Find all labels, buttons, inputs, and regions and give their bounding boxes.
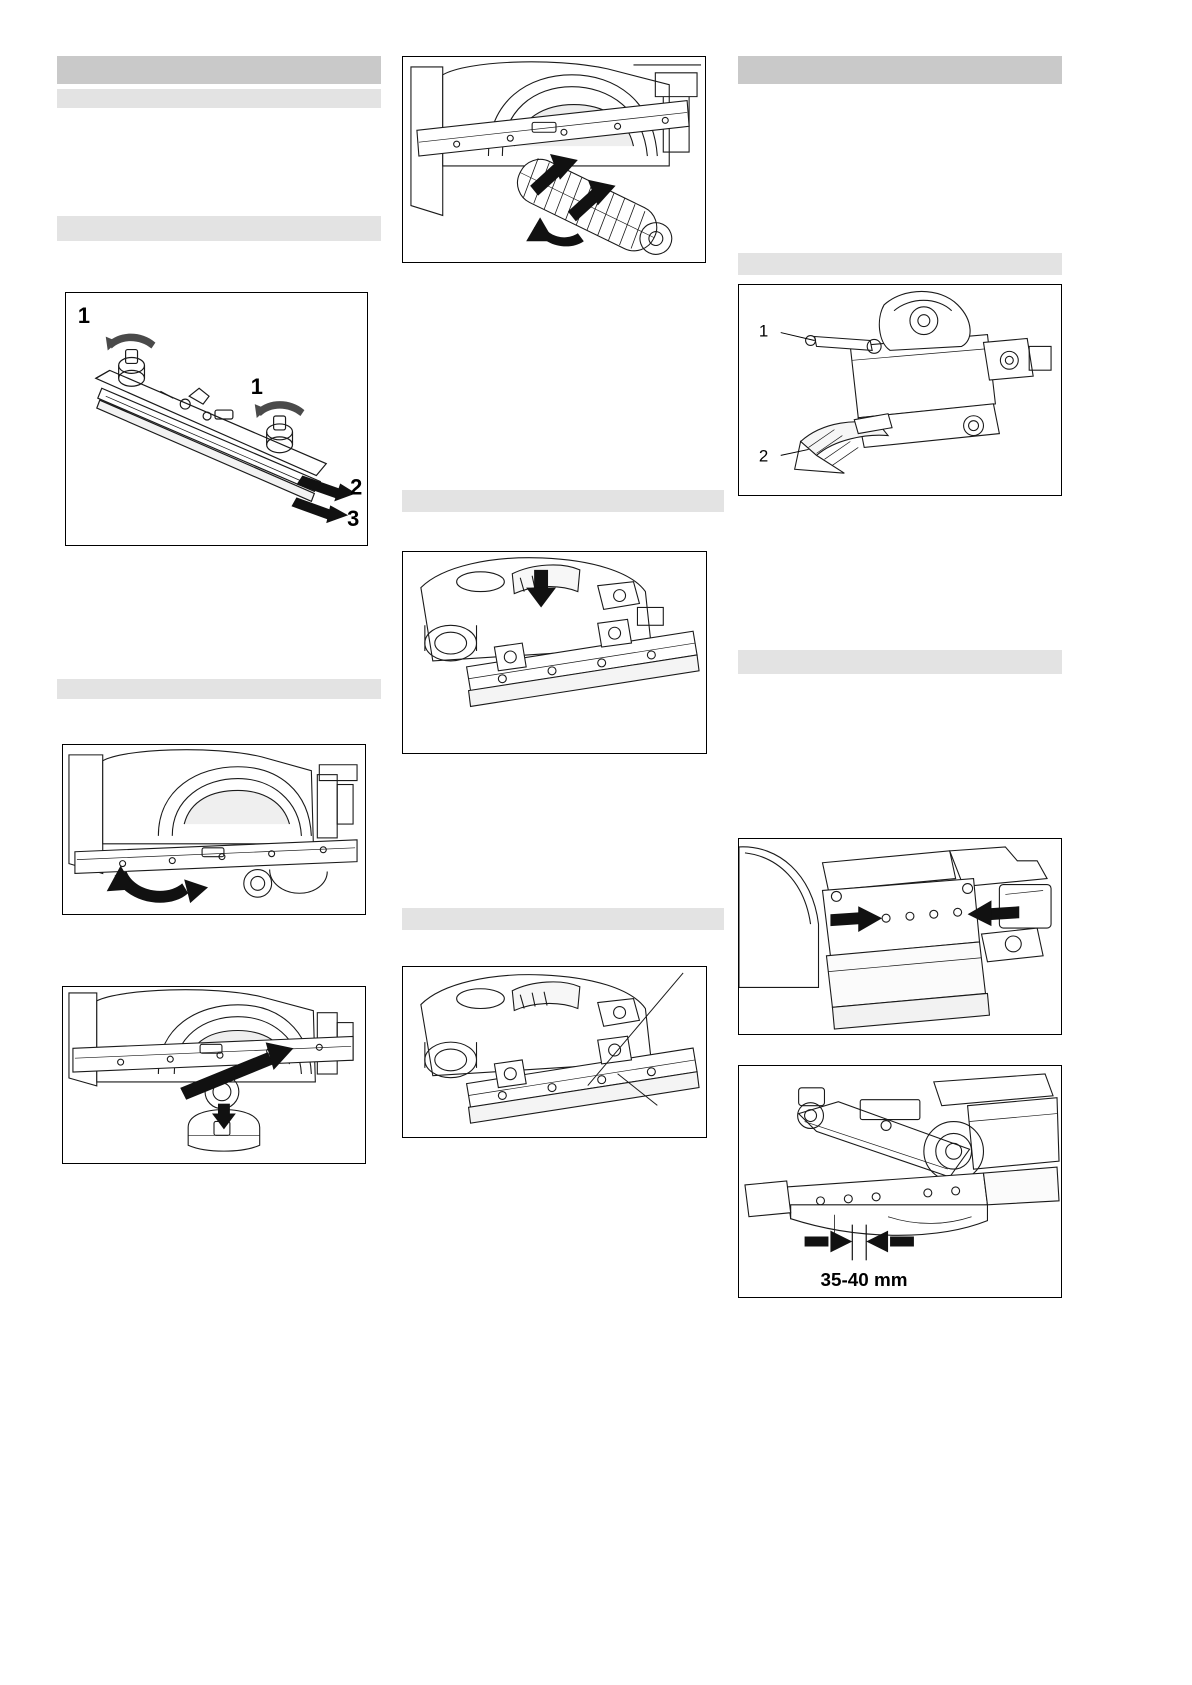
fig-press-down	[402, 551, 707, 754]
dimension-label-text: 35-40 mm	[820, 1269, 908, 1291]
fig-squeegee-remove	[62, 986, 366, 1164]
right-subheading-bar-1	[738, 253, 1062, 275]
fig-dimension	[738, 1065, 1062, 1298]
right-heading-bar	[738, 56, 1062, 84]
left-heading-bar	[57, 56, 381, 84]
middle-subheading-bar-1	[402, 490, 724, 512]
svg-text:3: 3	[347, 506, 360, 532]
fig-roller-insert	[402, 56, 706, 263]
fig-squeegee-tilt	[62, 744, 366, 915]
svg-text:1: 1	[250, 374, 263, 400]
svg-text:1: 1	[758, 321, 769, 341]
svg-text:1: 1	[77, 302, 91, 328]
middle-subheading-bar-2	[402, 908, 724, 930]
svg-text:2: 2	[350, 474, 363, 500]
fig-side-brush	[738, 284, 1062, 496]
left-subheading-bar-2	[57, 216, 381, 241]
left-subheading-bar-3	[57, 679, 381, 699]
fig-seal-arrows	[738, 838, 1062, 1035]
fig-squeegee-unlock	[65, 292, 368, 546]
fig-side-view	[402, 966, 707, 1138]
svg-text:2: 2	[758, 446, 769, 466]
right-subheading-bar-2	[738, 650, 1062, 674]
left-subheading-bar-1	[57, 89, 381, 108]
